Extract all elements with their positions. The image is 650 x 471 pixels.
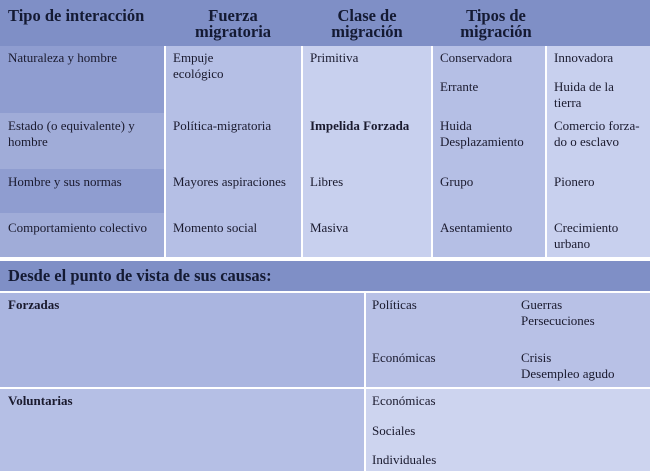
row-4-type-b: Crecimiento urbano bbox=[554, 220, 619, 251]
header-interaction-type: Tipo de interacción bbox=[8, 6, 145, 25]
row-4-class: Masiva bbox=[310, 220, 349, 235]
voluntary-economic: Económicas bbox=[372, 393, 436, 408]
row-2-type-a: Huida Desplazamiento bbox=[440, 118, 524, 149]
row-2-class: Impelida Forzada bbox=[310, 118, 410, 133]
row-2-interaction: Estado (o equivalente) y hombre bbox=[8, 118, 135, 149]
row-1-force: Empuje ecológico bbox=[173, 50, 224, 81]
row-2-type-b: Comercio forza- do o esclavo bbox=[554, 118, 640, 149]
voluntary-individual: Individuales bbox=[372, 452, 437, 467]
forced-label: Forzadas bbox=[8, 297, 60, 312]
row-1-type-a: Conservadora Errante bbox=[440, 50, 513, 94]
row-3-interaction: Hombre y sus normas bbox=[8, 174, 122, 189]
row-1-interaction: Naturaleza y hombre bbox=[8, 50, 118, 65]
row-4-type-a: Asentamiento bbox=[440, 220, 513, 235]
voluntary-label: Voluntarias bbox=[8, 393, 73, 408]
header-migratory-force: Fuerza migratoria bbox=[194, 6, 272, 41]
header-migration-class: Clase de migración bbox=[331, 6, 403, 41]
row-4-force: Momento social bbox=[173, 220, 258, 235]
row-3-force: Mayores aspiraciones bbox=[173, 174, 286, 189]
row-1-type-b: Innovadora Huida de la tierra bbox=[554, 50, 614, 110]
forced-economic: Económicas bbox=[372, 350, 436, 365]
row-3-type-b: Pionero bbox=[554, 174, 595, 189]
header-migration-types: Tipos de migración bbox=[460, 6, 532, 41]
causes-title: Desde el punto de vista de sus causas: bbox=[8, 266, 272, 285]
row-3-type-a: Grupo bbox=[440, 174, 474, 189]
forced-economic-causes: Crisis Desempleo agudo bbox=[521, 350, 615, 381]
row-4-interaction: Comportamiento colectivo bbox=[8, 220, 147, 235]
row-2-force: Política-migratoria bbox=[173, 118, 272, 133]
forced-political-causes: Guerras Persecuciones bbox=[521, 297, 595, 328]
forced-political: Políticas bbox=[372, 297, 417, 312]
voluntary-social: Sociales bbox=[372, 423, 416, 438]
row-1-class: Primitiva bbox=[310, 50, 359, 65]
row-3-class: Libres bbox=[310, 174, 344, 189]
